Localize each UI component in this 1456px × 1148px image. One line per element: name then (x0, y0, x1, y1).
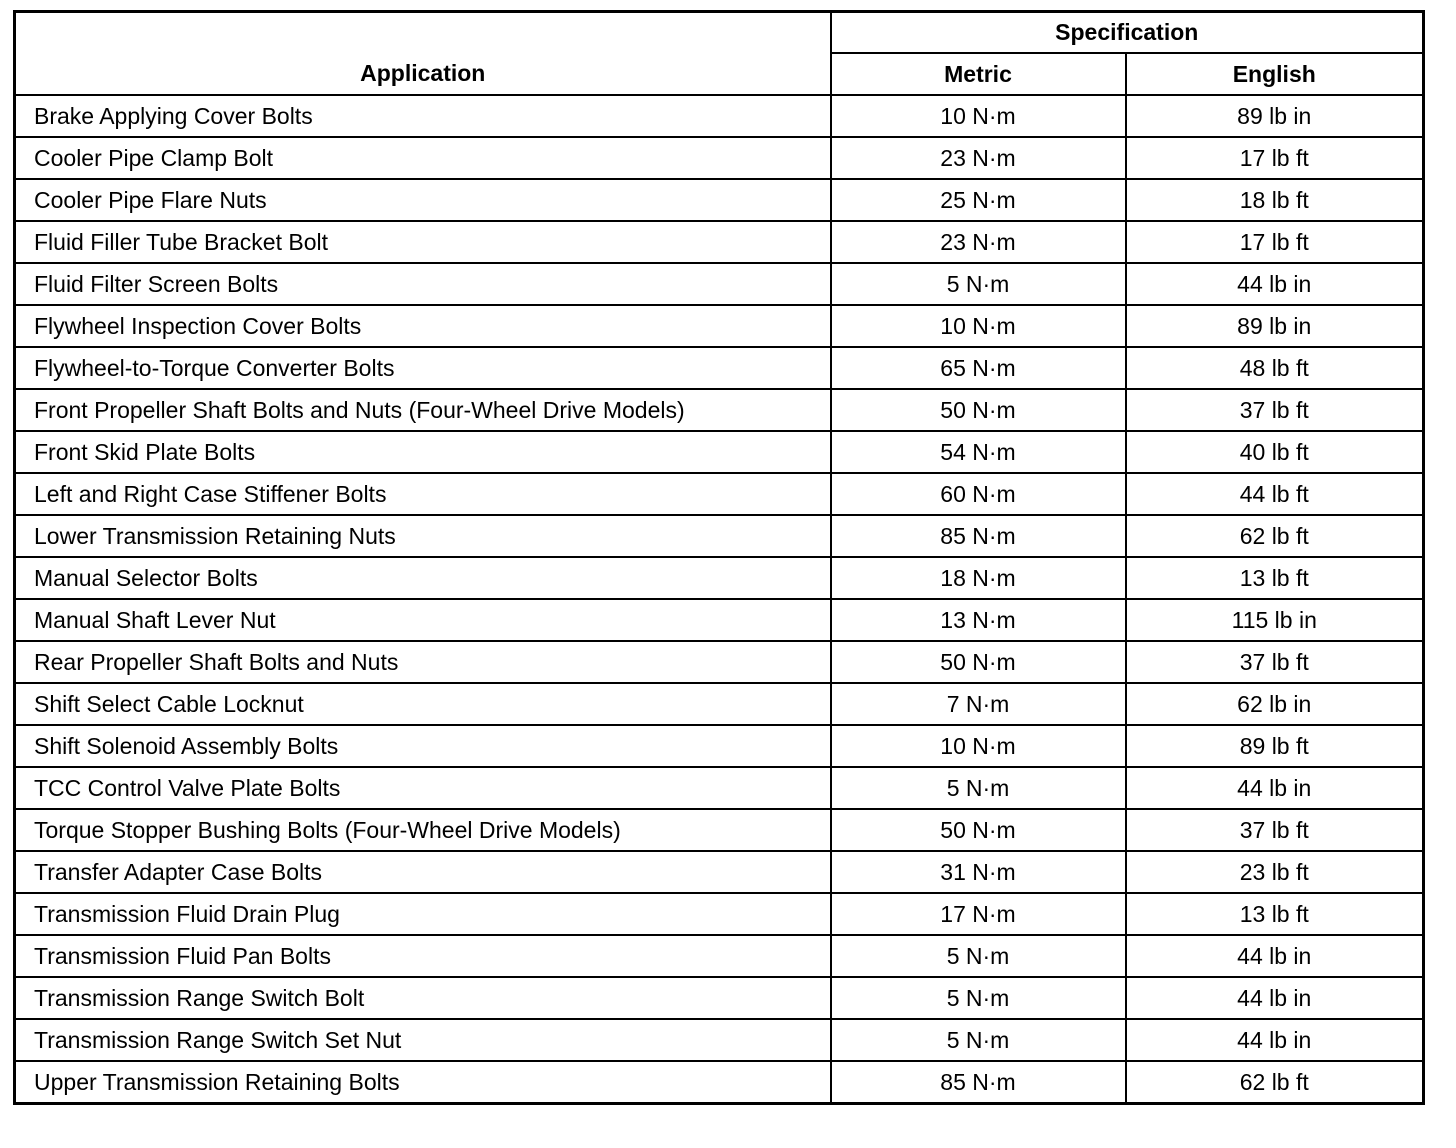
english-cell: 115 lb in (1126, 599, 1424, 641)
english-cell: 44 lb in (1126, 1019, 1424, 1061)
metric-cell: 10 N·m (831, 305, 1126, 347)
table-row (15, 431, 1424, 473)
metric-cell: 23 N·m (831, 221, 1126, 263)
metric-cell: 5 N·m (831, 1019, 1126, 1061)
application-cell: Rear Propeller Shaft Bolts and Nuts (15, 641, 831, 683)
metric-cell: 50 N·m (831, 641, 1126, 683)
english-cell: 13 lb ft (1126, 557, 1424, 599)
table-row (15, 767, 1424, 809)
application-cell: Manual Selector Bolts (15, 557, 831, 599)
application-cell: Torque Stopper Bushing Bolts (Four-Wheel Drive Models) (15, 809, 831, 851)
metric-column-header: Metric (831, 53, 1126, 95)
table-row (15, 641, 1424, 683)
table-row (15, 683, 1424, 725)
metric-cell: 17 N·m (831, 893, 1126, 935)
table-row (15, 557, 1424, 599)
application-cell: Fluid Filler Tube Bracket Bolt (15, 221, 831, 263)
table-row (15, 305, 1424, 347)
application-cell: TCC Control Valve Plate Bolts (15, 767, 831, 809)
english-cell: 89 lb ft (1126, 725, 1424, 767)
application-cell: Brake Applying Cover Bolts (15, 95, 831, 137)
application-cell: Transmission Range Switch Set Nut (15, 1019, 831, 1061)
metric-cell: 10 N·m (831, 725, 1126, 767)
torque-specification-table (13, 10, 1425, 1105)
english-column-header: English (1126, 53, 1424, 95)
application-cell: Left and Right Case Stiffener Bolts (15, 473, 831, 515)
metric-cell: 5 N·m (831, 977, 1126, 1019)
table-row (15, 347, 1424, 389)
metric-cell: 31 N·m (831, 851, 1126, 893)
application-cell: Transfer Adapter Case Bolts (15, 851, 831, 893)
table-row (15, 977, 1424, 1019)
english-cell: 13 lb ft (1126, 893, 1424, 935)
table-row (15, 1061, 1424, 1104)
application-cell: Front Propeller Shaft Bolts and Nuts (Four-Wheel Drive Models) (15, 389, 831, 431)
metric-cell: 5 N·m (831, 935, 1126, 977)
application-cell: Cooler Pipe Flare Nuts (15, 179, 831, 221)
table-row (15, 515, 1424, 557)
application-cell: Cooler Pipe Clamp Bolt (15, 137, 831, 179)
english-cell: 37 lb ft (1126, 389, 1424, 431)
metric-cell: 18 N·m (831, 557, 1126, 599)
metric-cell: 85 N·m (831, 1061, 1126, 1104)
table-row (15, 809, 1424, 851)
english-cell: 44 lb in (1126, 977, 1424, 1019)
application-cell: Shift Solenoid Assembly Bolts (15, 725, 831, 767)
metric-cell: 7 N·m (831, 683, 1126, 725)
metric-cell: 25 N·m (831, 179, 1126, 221)
application-cell: Fluid Filter Screen Bolts (15, 263, 831, 305)
application-cell: Manual Shaft Lever Nut (15, 599, 831, 641)
table-row (15, 599, 1424, 641)
table-row (15, 473, 1424, 515)
metric-cell: 5 N·m (831, 767, 1126, 809)
application-cell: Transmission Fluid Pan Bolts (15, 935, 831, 977)
metric-cell: 10 N·m (831, 95, 1126, 137)
english-cell: 44 lb in (1126, 263, 1424, 305)
application-cell: Shift Select Cable Locknut (15, 683, 831, 725)
application-cell: Transmission Fluid Drain Plug (15, 893, 831, 935)
english-cell: 48 lb ft (1126, 347, 1424, 389)
metric-cell: 5 N·m (831, 263, 1126, 305)
english-cell: 62 lb in (1126, 683, 1424, 725)
metric-cell: 60 N·m (831, 473, 1126, 515)
application-cell: Front Skid Plate Bolts (15, 431, 831, 473)
table-row (15, 935, 1424, 977)
metric-cell: 13 N·m (831, 599, 1126, 641)
table-row (15, 893, 1424, 935)
table-row (15, 851, 1424, 893)
metric-cell: 85 N·m (831, 515, 1126, 557)
table-row (15, 179, 1424, 221)
english-cell: 89 lb in (1126, 305, 1424, 347)
table-row (15, 263, 1424, 305)
english-cell: 23 lb ft (1126, 851, 1424, 893)
table-body (15, 95, 1424, 1104)
application-column-header: Application (15, 12, 831, 96)
table-row (15, 1019, 1424, 1061)
english-cell: 18 lb ft (1126, 179, 1424, 221)
english-cell: 37 lb ft (1126, 809, 1424, 851)
application-cell: Flywheel-to-Torque Converter Bolts (15, 347, 831, 389)
english-cell: 44 lb in (1126, 935, 1424, 977)
english-cell: 37 lb ft (1126, 641, 1424, 683)
application-cell: Transmission Range Switch Bolt (15, 977, 831, 1019)
table-row (15, 95, 1424, 137)
english-cell: 40 lb ft (1126, 431, 1424, 473)
application-cell: Lower Transmission Retaining Nuts (15, 515, 831, 557)
english-cell: 44 lb in (1126, 767, 1424, 809)
metric-cell: 23 N·m (831, 137, 1126, 179)
english-cell: 17 lb ft (1126, 137, 1424, 179)
application-cell: Flywheel Inspection Cover Bolts (15, 305, 831, 347)
english-cell: 44 lb ft (1126, 473, 1424, 515)
english-cell: 62 lb ft (1126, 1061, 1424, 1104)
metric-cell: 65 N·m (831, 347, 1126, 389)
english-cell: 89 lb in (1126, 95, 1424, 137)
metric-cell: 50 N·m (831, 809, 1126, 851)
metric-cell: 50 N·m (831, 389, 1126, 431)
english-cell: 17 lb ft (1126, 221, 1424, 263)
metric-cell: 54 N·m (831, 431, 1126, 473)
table-row (15, 221, 1424, 263)
specification-group-header: Specification (831, 12, 1424, 54)
table-row (15, 389, 1424, 431)
english-cell: 62 lb ft (1126, 515, 1424, 557)
table-row (15, 137, 1424, 179)
application-cell: Upper Transmission Retaining Bolts (15, 1061, 831, 1104)
table-row (15, 725, 1424, 767)
